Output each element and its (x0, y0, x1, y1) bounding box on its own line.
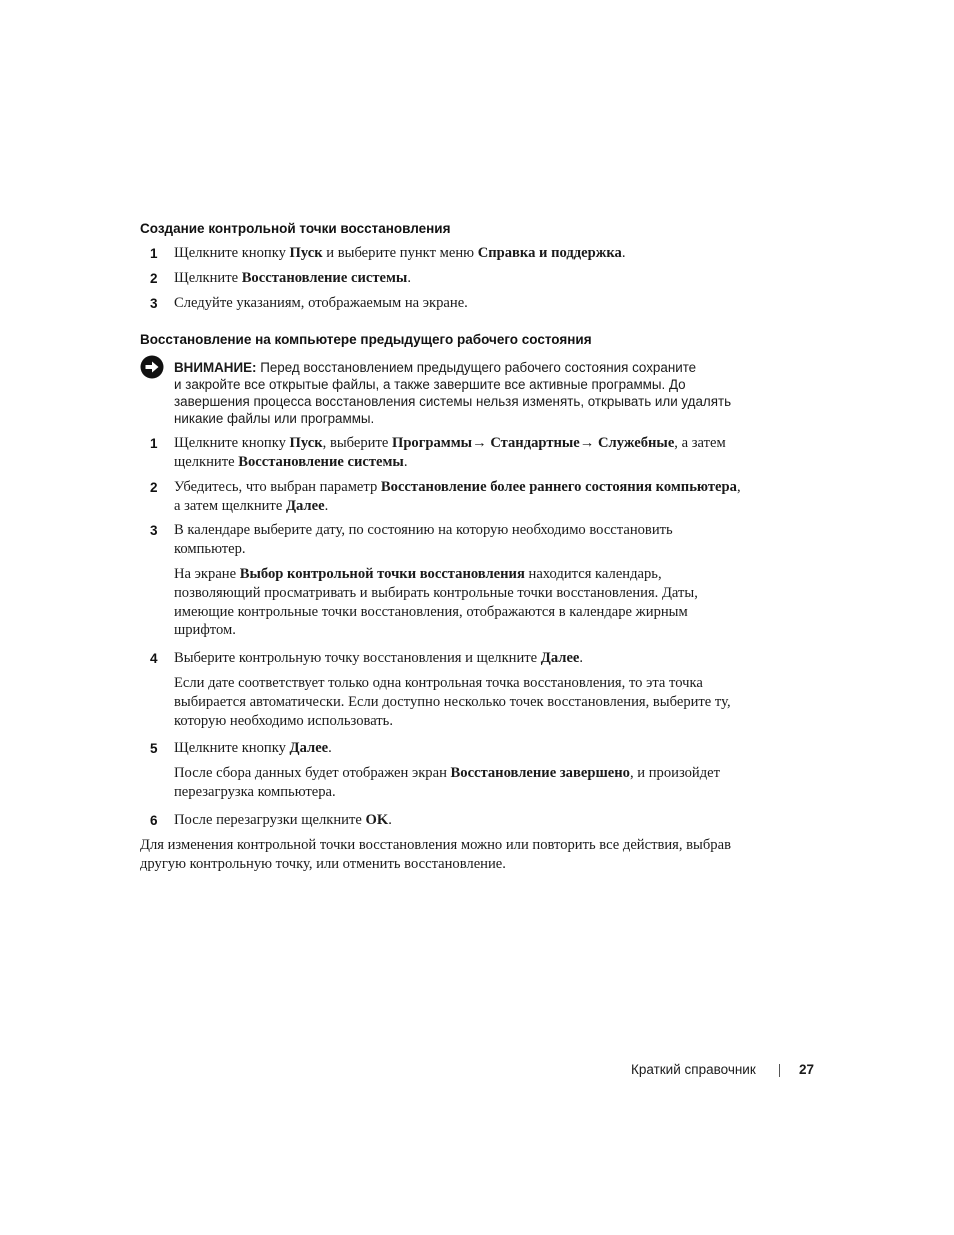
step-detail: На экране Выбор контрольной точки восстановления находится календарь, позволяющий просматривать и выбирать контрольные точки восстановления. Даты, имеющие контрольные точки восстановления, отображаются в календаре жирным шрифтом. (174, 566, 698, 639)
step-text: После перезагрузки щелкните OK. (174, 812, 392, 828)
step-number: 1 (150, 246, 158, 261)
notice-text: ВНИМАНИЕ: Перед восстановлением предыдущего рабочего состояния сохраните и закройте все открытые файлы, а также завершите все активные программы. До завершения процесса восстановления системы нельзя изменять, открывать или удалять никакие файлы или программы. (174, 360, 732, 426)
step-text: Щелкните кнопку Пуск, выберите Программы→ Стандартные→ Служебные, а затем щелкните Восстановление системы. (174, 435, 726, 470)
arrow-glyph: → (579, 435, 595, 451)
step-text: Щелкните кнопку Пуск и выберите пункт меню Справка и поддержка. (174, 245, 626, 261)
notice-label: ВНИМАНИЕ: (174, 360, 257, 375)
page-number: 27 (799, 1062, 815, 1077)
footer-separator (779, 1064, 780, 1077)
step-number: 3 (150, 523, 158, 538)
step-number: 2 (150, 480, 158, 495)
step-text: Выберите контрольную точку восстановления и щелкните Далее. (174, 650, 584, 666)
step-text: Следуйте указаниям, отображаемым на экране. (174, 295, 468, 311)
step-text: Щелкните кнопку Далее. (174, 740, 332, 756)
step-detail: После сбора данных будет отображен экран Восстановление завершено, и произойдет перезагрузка компьютера. (174, 765, 721, 800)
step-number: 3 (150, 296, 158, 311)
step-text: В календаре выберите дату, по состоянию на которую необходимо восстановить компьютер. (174, 522, 673, 557)
arrow-glyph: → (472, 435, 487, 451)
step-text: Убедитесь, что выбран параметр Восстановление более раннего состояния компьютера, а затем щелкните Далее. (174, 479, 741, 514)
notice-arrow-icon (140, 355, 164, 379)
step-number: 2 (150, 271, 158, 286)
step-detail: Если дате соответствует только одна контрольная точка восстановления, то эта точка выбирается автоматически. Если доступно несколько точек восстановления, выберите ту, которую необходимо использовать. (174, 675, 731, 729)
step-number: 6 (150, 813, 158, 828)
closing-paragraph: Для изменения контрольной точки восстановления можно или повторить все действия, выбрав другую контрольную точку, или отменить восстановление. (140, 837, 731, 872)
step-number: 4 (150, 651, 158, 666)
section-heading-create-restore-point: Создание контрольной точки восстановления (140, 221, 451, 236)
step-number: 1 (150, 436, 158, 451)
step-text: Щелкните Восстановление системы. (174, 270, 411, 286)
section-heading-restore-previous-state: Восстановление на компьютере предыдущего рабочего состояния (140, 332, 592, 347)
footer-title: Краткий справочник (631, 1062, 756, 1077)
step-number: 5 (150, 741, 158, 756)
